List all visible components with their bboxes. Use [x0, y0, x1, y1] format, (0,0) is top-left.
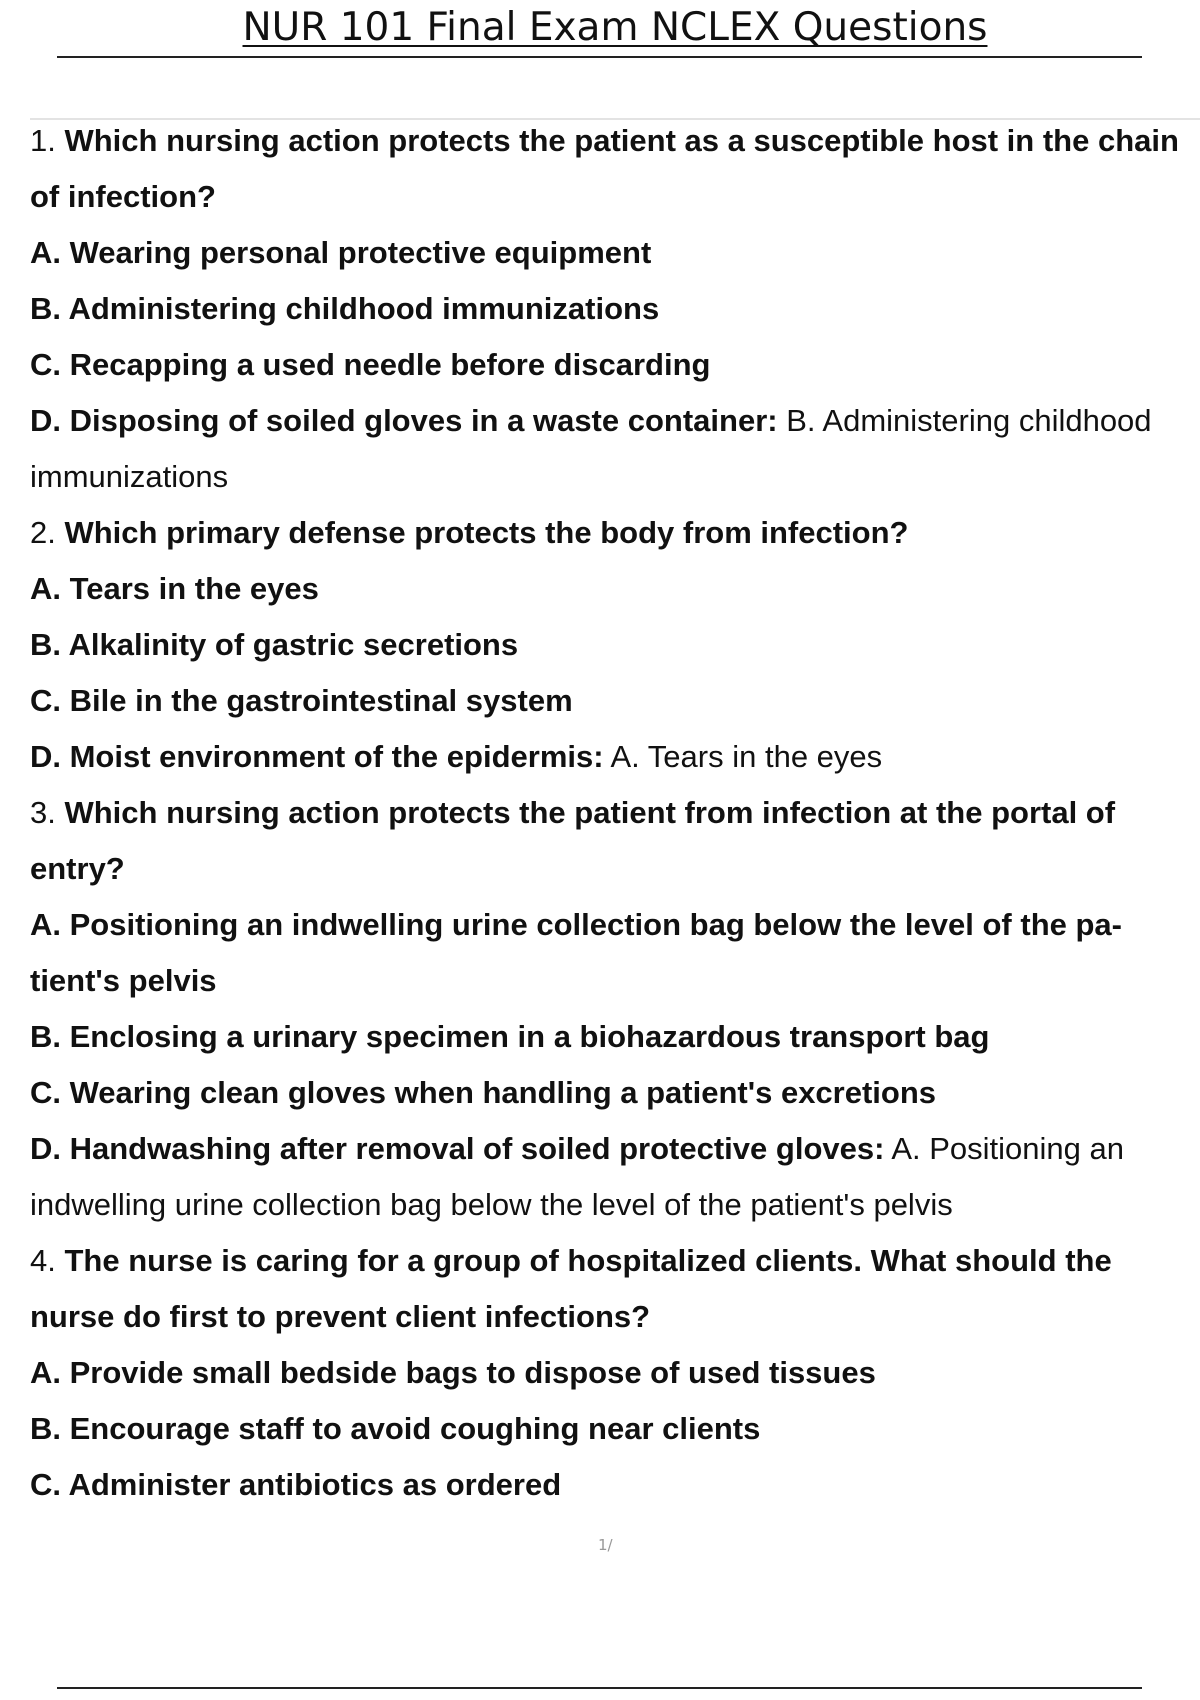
question-1 [30, 113, 1200, 505]
question-stem [30, 505, 1200, 561]
correct-answer-continuation: immunizations [30, 459, 229, 494]
answer-option-with-answer [30, 393, 1200, 449]
answer-option: C. Administer antibiotics as ordered [30, 1467, 562, 1502]
footer-divider [57, 1687, 1142, 1689]
question-stem-line: Which nursing action protects the patient from infection at the portal of [64, 795, 1116, 830]
question-4 [30, 1233, 1200, 1513]
answer-option: A. Wearing personal protective equipment [30, 235, 652, 270]
answer-option: A. Tears in the eyes [30, 571, 319, 606]
answer-option: D. Handwashing after removal of soiled protective gloves: [30, 1131, 885, 1166]
correct-answer-continuation: indwelling urine collection bag below the level of the patient's pelvis [30, 1187, 953, 1222]
answer-option: A. Provide small bedside bags to dispose of used tissues [30, 1355, 876, 1390]
answer-option-with-answer [30, 1121, 1200, 1177]
question-number: 4. [30, 1243, 56, 1278]
question-number: 3. [30, 795, 56, 830]
answer-option: B. Administering childhood immunizations [30, 291, 660, 326]
question-list [30, 113, 1200, 1513]
question-stem [30, 785, 1200, 841]
answer-option: C. Bile in the gastrointestinal system [30, 683, 573, 718]
correct-answer: A. Positioning an [891, 1131, 1124, 1166]
answer-option: C. Wearing clean gloves when handling a patient's excretions [30, 1075, 937, 1110]
page-title: NUR 101 Final Exam NCLEX Questions [242, 5, 988, 50]
question-stem-line: Which nursing action protects the patient as a susceptible host in the chain [64, 123, 1179, 158]
question-number: 2. [30, 515, 56, 550]
question-2 [30, 505, 1200, 785]
question-stem [30, 113, 1200, 169]
question-stem-line: Which primary defense protects the body from infection? [64, 515, 909, 550]
question-number: 1. [30, 123, 56, 158]
page-number: 1/ [598, 1536, 613, 1554]
question-stem-line: The nurse is caring for a group of hospitalized clients. What should the [64, 1243, 1112, 1278]
question-stem-line: entry? [30, 851, 125, 886]
question-stem-line: of infection? [30, 179, 216, 214]
answer-option-continuation: tient's pelvis [30, 963, 217, 998]
correct-answer: A. Tears in the eyes [610, 739, 883, 774]
answer-option: D. Disposing of soiled gloves in a waste container: [30, 403, 778, 438]
question-3 [30, 785, 1200, 1233]
question-stem [30, 1233, 1200, 1289]
question-stem-line: nurse do first to prevent client infections? [30, 1299, 651, 1334]
answer-option: B. Enclosing a urinary specimen in a biohazardous transport bag [30, 1019, 990, 1054]
answer-option: B. Encourage staff to avoid coughing near clients [30, 1411, 761, 1446]
answer-option: A. Positioning an indwelling urine collection bag below the level of the pa- [30, 907, 1122, 942]
answer-option: C. Recapping a used needle before discarding [30, 347, 711, 382]
title-divider [57, 56, 1142, 58]
answer-option: D. Moist environment of the epidermis: [30, 739, 604, 774]
answer-option: B. Alkalinity of gastric secretions [30, 627, 519, 662]
correct-answer: B. Administering childhood [786, 403, 1152, 438]
answer-option-with-answer [30, 729, 1200, 785]
